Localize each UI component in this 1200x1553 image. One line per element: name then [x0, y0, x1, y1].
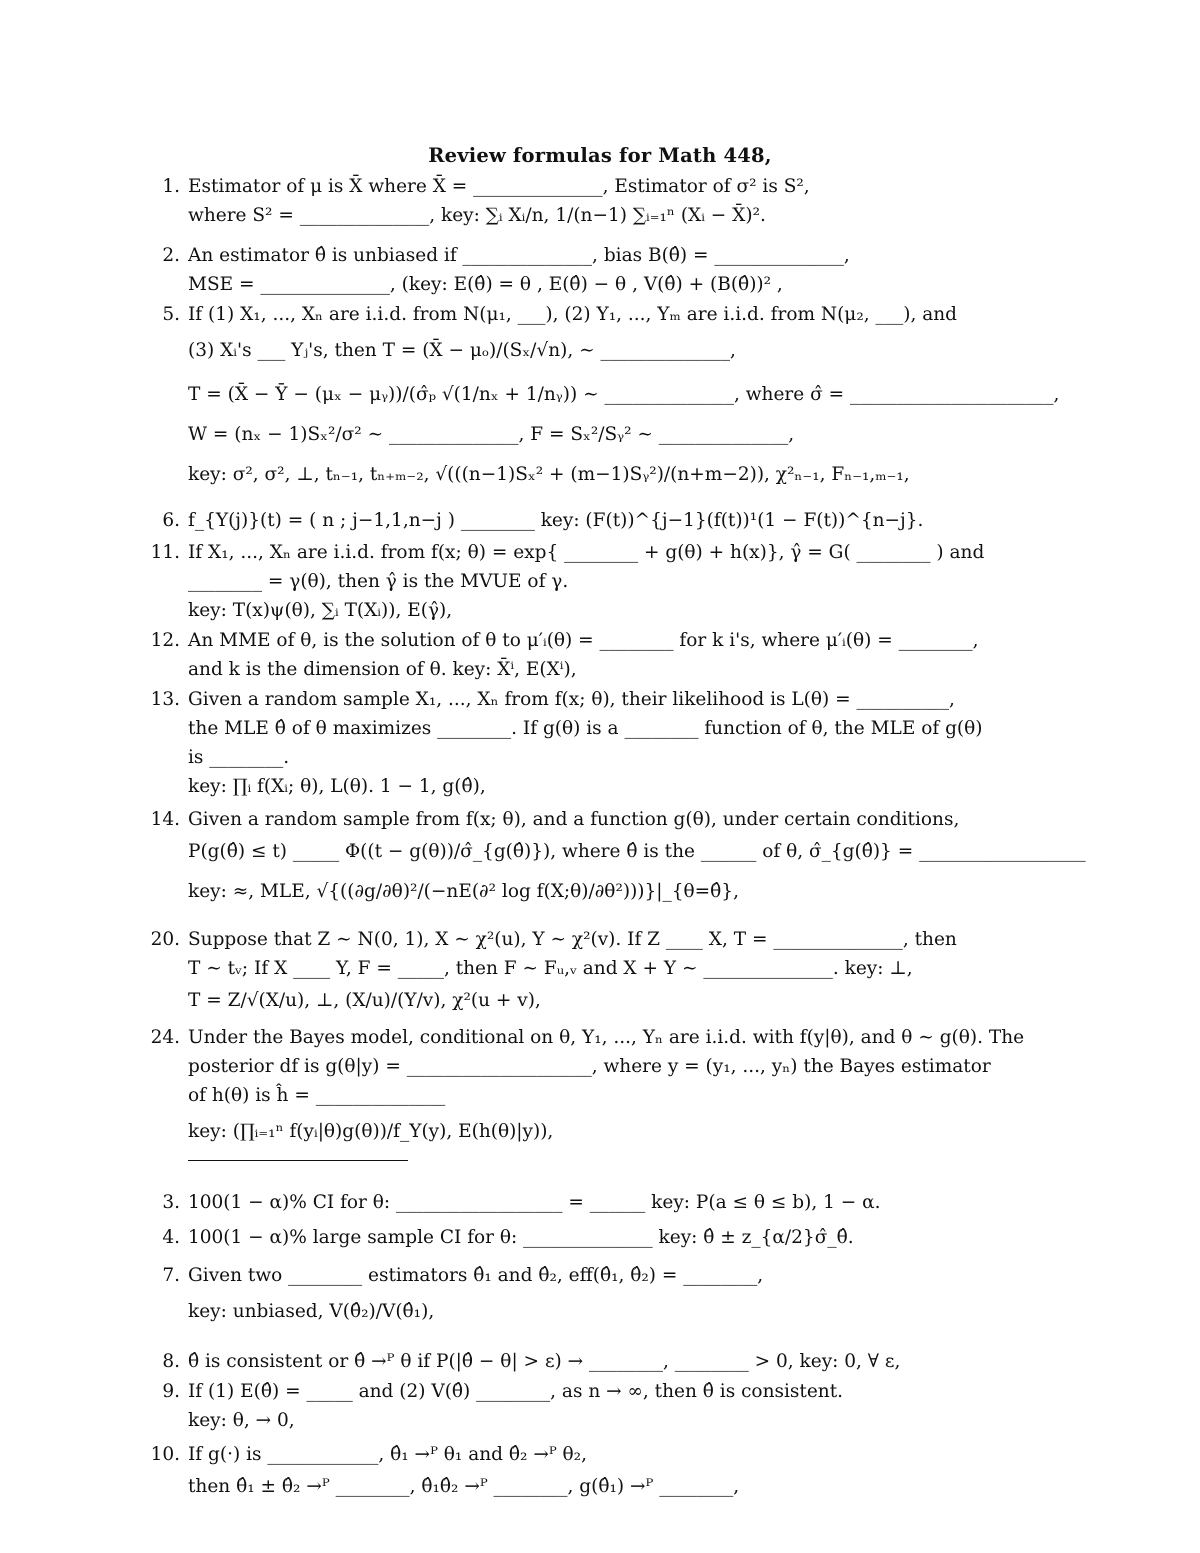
item-line: posterior df is g(θ|y) = ____________________, where y = (y₁, ..., yₙ) the Bayes estimator [188, 1056, 991, 1077]
item-line: key: ∏ᵢ f(Xᵢ; θ), L(θ). 1 − 1, g(θ̂), [188, 776, 486, 797]
item-line: Given two ________ estimators θ̂₁ and θ̂₂, eff(θ̂₁, θ̂₂) = ________, [188, 1265, 764, 1286]
item-line: is ________. [188, 747, 290, 768]
item-line: Under the Bayes model, conditional on θ, Y₁, ..., Yₙ are i.i.d. with f(y|θ), and θ ∼ g(θ). The [188, 1027, 1025, 1048]
item-line: T = (X̄ − Ȳ − (μₓ − μᵧ))/(σ̂ₚ √(1/nₓ + 1/nᵧ)) ∼ ______________, where σ̂ = ______________________, [188, 384, 1060, 405]
item-number: 13. [150, 689, 180, 710]
item-number: 3. [162, 1192, 180, 1213]
item-line: key: unbiased, V(θ̂₂)/V(θ̂₁), [188, 1301, 435, 1322]
item-line: key: ≈, MLE, √{((∂g/∂θ)²/(−nE(∂² log f(X;θ)/∂θ²)))}|_{θ=θ̂}, [188, 881, 739, 902]
item-line: key: θ, → 0, [188, 1410, 295, 1431]
item-line: If (1) X₁, ..., Xₙ are i.i.d. from N(μ₁, ___), (2) Y₁, ..., Yₘ are i.i.d. from N(μ₂, ___), and [188, 304, 958, 325]
item-line: An MME of θ, is the solution of θ to μ′ᵢ(θ) = ________ for k i's, where μ′ᵢ(θ) = ________, [188, 630, 979, 651]
page-title: Review formulas for Math 448, [428, 144, 772, 167]
item-line: P(g(θ̂) ≤ t) _____ Φ((t − g(θ))/σ̂_{g(θ̂)}), where θ̂ is the ______ of θ, σ̂_{g(θ̂)} = __________________ [188, 841, 1086, 862]
item-number: 8. [162, 1351, 180, 1372]
item-line: MSE = ______________, (key: E(θ̂) = θ , E(θ̂) − θ , V(θ̂) + (B(θ̂))² , [188, 274, 783, 295]
item-line: T ∼ tᵥ; If X ____ Y, F = _____, then F ∼ Fᵤ,ᵥ and X + Y ∼ ______________. key: ⊥, [188, 958, 913, 979]
item-number: 2. [162, 245, 180, 266]
item-number: 5. [162, 304, 180, 325]
item-line: Suppose that Z ∼ N(0, 1), X ∼ χ²(u), Y ∼ χ²(v). If Z ____ X, T = ______________, then [188, 929, 957, 950]
item-line: Estimator of μ is X̄ where X̄ = ______________, Estimator of σ² is S², [188, 176, 810, 197]
item-number: 7. [162, 1265, 180, 1286]
item-line: If g(·) is ____________, θ̂₁ →ᴾ θ₁ and θ̂₂ →ᴾ θ₂, [188, 1444, 587, 1465]
item-line: of h(θ) is ĥ = ______________ [188, 1085, 446, 1106]
item-number: 4. [162, 1227, 180, 1248]
item-line: key: σ², σ², ⊥, tₙ₋₁, tₙ₊ₘ₋₂, √(((n−1)Sₓ² + (m−1)Sᵧ²)/(n+m−2)), χ²ₙ₋₁, Fₙ₋₁,ₘ₋₁, [188, 464, 910, 485]
item-line: key: T(x)ψ(θ), ∑ᵢ T(Xᵢ)), E(γ̂), [188, 600, 453, 621]
item-line: T = Z/√(X/u), ⊥, (X/u)/(Y/v), χ²(u + v), [188, 990, 541, 1011]
item-line: 100(1 − α)% large sample CI for θ: ______________ key: θ̂ ± z_{α/2}σ̂_θ̂. [188, 1227, 854, 1248]
item-line: key: (∏ᵢ₌₁ⁿ f(yᵢ|θ)g(θ))/f_Y(y), E(h(θ)|y)), [188, 1121, 554, 1142]
divider [188, 1160, 408, 1161]
item-line: f_{Y(j)}(t) = ( n ; j−1,1,n−j ) ________ key: (F(t))^{j−1}(f(t))¹(1 − F(t))^{n−j}. [188, 510, 924, 531]
item-number: 12. [150, 630, 180, 651]
item-line: If X₁, ..., Xₙ are i.i.d. from f(x; θ) = exp{ ________ + g(θ) + h(x)}, γ̂ = G( ________ ) and [188, 542, 985, 563]
item-line: An estimator θ̂ is unbiased if ______________, bias B(θ̂) = ______________, [188, 245, 850, 266]
item-line: θ̂ is consistent or θ̂ →ᴾ θ if P(|θ̂ − θ| > ε) → ________, ________ > 0, key: 0, ∀ ε, [188, 1351, 901, 1372]
item-line: Given a random sample X₁, ..., Xₙ from f(x; θ), their likelihood is L(θ) = __________, [188, 689, 955, 710]
item-line: 100(1 − α)% CI for θ: __________________ = ______ key: P(a ≤ θ ≤ b), 1 − α. [188, 1192, 881, 1213]
item-line: and k is the dimension of θ. key: X̄ⁱ, E(Xⁱ), [188, 659, 577, 680]
item-line: If (1) E(θ̂) = _____ and (2) V(θ̂) ________, as n → ∞, then θ̂ is consistent. [188, 1381, 844, 1402]
item-line: the MLE θ̂ of θ maximizes ________. If g(θ) is a ________ function of θ, the MLE of g(θ) [188, 718, 983, 739]
item-number: 1. [162, 176, 180, 197]
item-number: 10. [150, 1444, 180, 1465]
item-number: 20. [150, 929, 180, 950]
item-number: 6. [162, 510, 180, 531]
item-number: 11. [150, 542, 180, 563]
item-number: 9. [162, 1381, 180, 1402]
item-number: 24. [150, 1027, 180, 1048]
item-line: where S² = ______________, key: ∑ᵢ Xᵢ/n, 1/(n−1) ∑ᵢ₌₁ⁿ (Xᵢ − X̄)². [188, 205, 766, 226]
item-line: (3) Xᵢ's ___ Yⱼ's, then T = (X̄ − μₒ)/(Sₓ/√n), ∼ ______________, [188, 340, 736, 361]
item-line: ________ = γ(θ), then γ̂ is the MVUE of γ. [188, 571, 569, 592]
item-number: 14. [150, 809, 180, 830]
item-line: then θ̂₁ ± θ̂₂ →ᴾ ________, θ̂₁θ̂₂ →ᴾ ________, g(θ̂₁) →ᴾ ________, [188, 1476, 740, 1497]
item-line: Given a random sample from f(x; θ), and a function g(θ), under certain conditions, [188, 809, 960, 830]
item-line: W = (nₓ − 1)Sₓ²/σ² ∼ ______________, F = Sₓ²/Sᵧ² ∼ ______________, [188, 424, 795, 445]
